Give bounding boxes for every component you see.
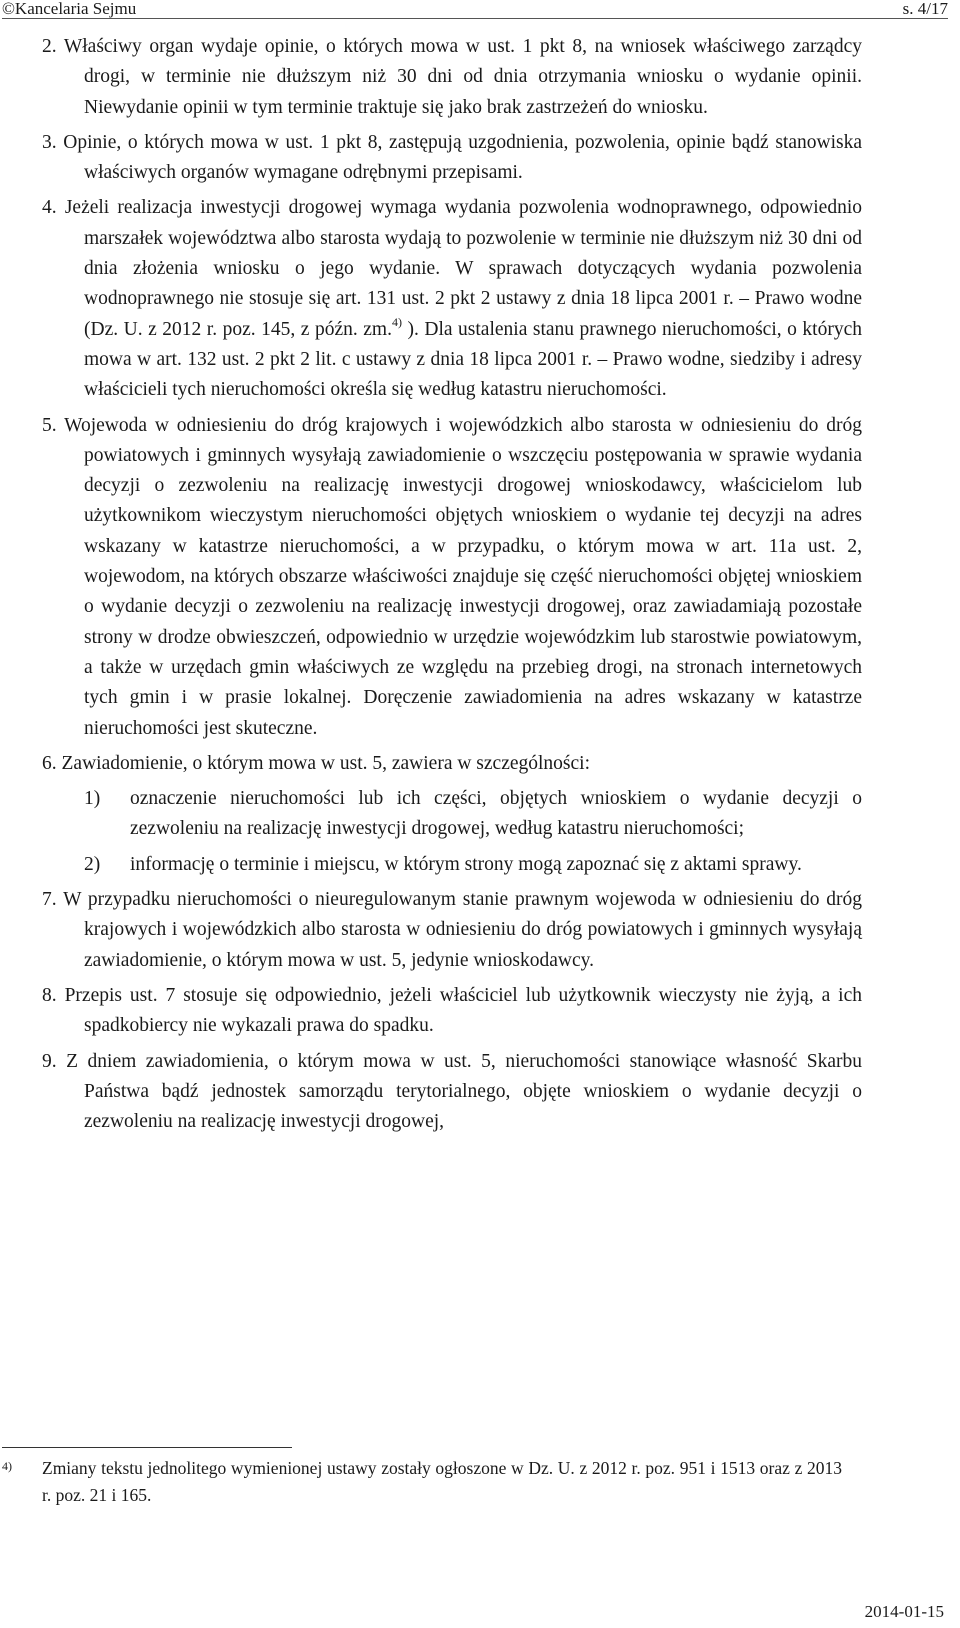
list-item-number: 2) [84,853,101,875]
paragraph-text: Zawiadomienie, o którym mowa w ust. 5, zawiera w szczególności: [56,752,591,774]
page-header [0,0,960,20]
list-item-number: 1) [84,788,101,810]
paragraph-text: Wojewoda w odniesieniu do dróg krajowych i wojewódzkich albo starosta w odniesieniu do dróg powiatowych i gminnych wysyłają zawiadomienie o wszczęciu postępowania w sprawie wydania decyzji o zezwoleniu na realizację inwestycji drogowej wnioskodawcy, właścicielom lub użytkownikom wieczystym nieruchomości objętych wnioskiem o wydanie tej decyzji na adres wskazany w katastrze nieruchomości, a w przypadku, o którym mowa w art. 11a ust. 2, wojewodom, na których obszarze właściwości znajduje się część nieruchomości objętej wnioskiem o wydanie decyzji o zezwoleniu na realizację inwestycji drogowej, oraz zawiadamiają pozostałe strony w drodze obwieszczeń, odpowiednio w urzędzie wojewódzkim lub starostwie powiatowym, a także w urzędach gmin właściwych ze względu na przebieg drogi, na stronach internetowych tych gmin i w prasie lokalnej. Doręczenie zawiadomienia na adres wskazany w katastrze nieruchomości jest skuteczne. [56,414,862,739]
paragraph-text-continued: ). Dla ustalenia stanu prawnego nieruchomości, o których mowa w art. 132 ust. 2 pkt 2 lit. c ustawy z dnia 18 lipca 2001 r. – Prawo wodne, siedziby i adresy właścicieli tych nieruchomości określa się według katastru nieruchomości. [84,318,862,401]
paragraph-2 [42,32,862,123]
paragraph-text: Przepis ust. 7 stosuje się odpowiednio, jeżeli właściciel lub użytkownik wieczysty nie żyją, a ich spadkobiercy nie wykazali prawa do spadku. [56,984,862,1037]
paragraph-7 [42,885,862,976]
paragraph-number: 4. [42,197,57,219]
footnote-mark: 4) [2,1459,12,1473]
paragraph-4 [42,193,862,405]
paragraph-text: Właściwy organ wydaje opinie, o których mowa w ust. 1 pkt 8, na wniosek właściwego zarządcy drogi, w terminie nie dłuższym niż 30 dni od dnia otrzymania wniosku o wydanie opinii. Niewydanie opinii w tym terminie traktuje się jako brak zastrzeżeń do wniosku. [56,36,862,118]
list-item-text: informację o terminie i miejscu, w którym strony mogą zapoznać się z aktami sprawy. [130,853,802,875]
footnote-text: Zmiany tekstu jednolitego wymienionej ustawy zostały ogłoszone w Dz. U. z 2012 r. poz. 951 i 1513 oraz z 2013 r. poz. 21 i 165. [42,1458,842,1505]
paragraph-6-list [42,784,862,880]
footnote [2,1455,842,1509]
list-item [84,784,862,845]
header-rule [2,18,948,19]
paragraph-9 [42,1047,862,1138]
paragraph-text: W przypadku nieruchomości o nieuregulowanym stanie prawnym wojewoda w odniesieniu do dróg krajowych i wojewódzkich albo starosta w odniesieniu do dróg powiatowych i gminnych wysyłają zawiadomienie, o którym mowa w ust. 5, jedynie wnioskodawcy. [56,889,862,971]
paragraph-number: 3. [42,131,57,153]
footer-date: 2014-01-15 [864,1602,944,1621]
copyright-label: ©Kancelaria Sejmu [2,0,137,18]
paragraph-text: Opinie, o których mowa w ust. 1 pkt 8, zastępują uzgodnienia, pozwolenia, opinie bądź stanowiska właściwych organów wymagane odrębnymi przepisami. [56,131,862,184]
paragraph-5 [42,411,862,744]
paragraph-6 [42,749,862,779]
paragraph-number: 6. [42,752,57,774]
paragraph-number: 7. [42,889,57,911]
paragraph-8 [42,981,862,1042]
list-item-text: oznaczenie nieruchomości lub ich części, objętych wnioskiem o wydanie decyzji o zezwoleniu na realizację inwestycji drogowej, według katastru nieruchomości; [130,788,862,840]
footnote-reference[interactable]: 4) [391,315,402,330]
paragraph-number: 5. [42,414,57,436]
page-number: s. 4/17 [902,0,948,18]
paragraph-number: 8. [42,984,57,1006]
paragraph-text: Z dniem zawiadomienia, o którym mowa w ust. 5, nieruchomości stanowiące własność Skarbu Państwa bądź jednostek samorządu terytorialnego, objęte wnioskiem o wydanie decyzji o zezwoleniu na realizację inwestycji drogowej, [56,1050,862,1133]
paragraph-number: 2. [42,36,57,57]
paragraph-number: 9. [42,1050,57,1072]
paragraph-text: Jeżeli realizacja inwestycji drogowej wymaga wydania pozwolenia wodnoprawnego, odpowiednio marszałek województwa albo starosta wydają to pozwolenie w terminie nie dłuższym niż 30 dni od dnia złożenia wniosku o jego wydanie. W sprawach dotyczących wydania pozwolenia wodnoprawnego nie stosuje się art. 131 ust. 2 pkt 2 ustawy z dnia 18 lipca 2001 r. – Prawo wodne (Dz. U. z 2012 r. poz. 145, z późn. zm. [56,197,862,340]
paragraph-3 [42,128,862,189]
document-body [42,32,862,1142]
footnote-divider [2,1447,292,1448]
list-item [84,850,862,880]
